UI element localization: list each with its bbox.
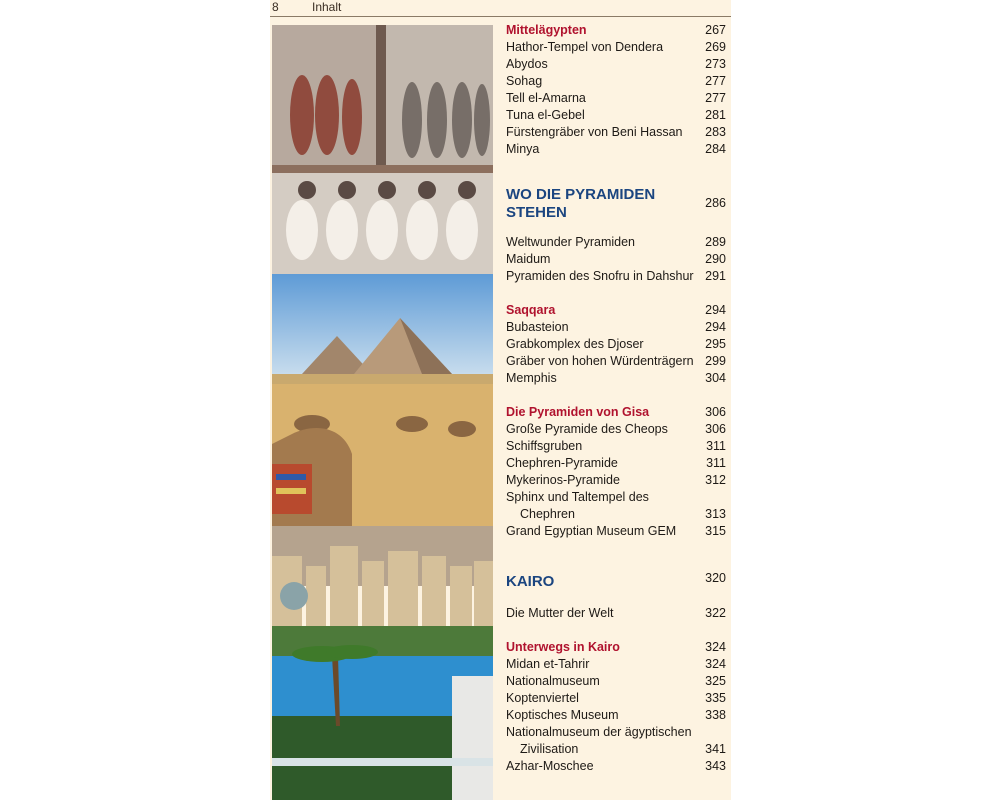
- toc-item[interactable]: [506, 107, 728, 124]
- toc-label: Sphinx und Taltempel des: [506, 490, 649, 504]
- toc-page-number: 294: [705, 320, 726, 334]
- toc-label: Zivilisation: [520, 742, 579, 756]
- toc-section-gisa[interactable]: [506, 404, 728, 421]
- toc-item[interactable]: [506, 455, 728, 472]
- toc-chapter-kairo[interactable]: [506, 571, 728, 591]
- toc-item[interactable]: [506, 758, 728, 775]
- toc-label: Weltwunder Pyramiden: [506, 235, 635, 249]
- toc-item[interactable]: [506, 421, 728, 438]
- toc-item[interactable]: [506, 673, 728, 690]
- toc-page-number: 324: [705, 640, 726, 654]
- toc-item[interactable]: [506, 438, 728, 455]
- toc-item[interactable]: [506, 251, 728, 268]
- page-title: Inhalt: [312, 0, 342, 14]
- toc-section-unterwegs[interactable]: [506, 639, 728, 656]
- toc-label: Tell el-Amarna: [506, 91, 586, 105]
- toc-label: Unterwegs in Kairo: [506, 640, 620, 654]
- cairo-skyline-photo: [272, 526, 493, 800]
- toc-page-number: 313: [705, 507, 726, 521]
- toc-page-number: 325: [705, 674, 726, 688]
- toc-item[interactable]: [506, 141, 728, 158]
- toc-item[interactable]: [506, 489, 728, 506]
- toc-label: Chephren-Pyramide: [506, 456, 618, 470]
- toc-label: Nationalmuseum: [506, 674, 600, 688]
- toc-label: Tuna el-Gebel: [506, 108, 585, 122]
- toc-item[interactable]: [506, 370, 728, 387]
- toc-item[interactable]: [506, 268, 728, 285]
- toc-item-continued[interactable]: [506, 741, 728, 758]
- toc-page-number: 273: [705, 57, 726, 71]
- toc-label: Minya: [506, 142, 540, 156]
- toc-page-number: 277: [705, 74, 726, 88]
- toc-label: Pyramiden des Snofru in Dahshur: [506, 269, 694, 283]
- chapter-title: WO DIE PYRAMIDEN STEHEN: [506, 186, 656, 221]
- toc-label: Midan et-Tahrir: [506, 657, 590, 671]
- chapter-page: 286: [705, 196, 726, 210]
- toc-label: Fürstengräber von Beni Hassan: [506, 125, 683, 139]
- toc-item[interactable]: [506, 353, 728, 370]
- toc-label: Mykerinos-Pyramide: [506, 473, 620, 487]
- toc-page-number: 312: [705, 473, 726, 487]
- toc-label: Abydos: [506, 57, 548, 71]
- toc-page-number: 315: [705, 524, 726, 538]
- toc-page-number: 311: [706, 439, 726, 453]
- toc-item[interactable]: [506, 39, 728, 56]
- toc-item[interactable]: [506, 472, 728, 489]
- toc-page-number: 267: [705, 23, 726, 37]
- toc-label: Sohag: [506, 74, 543, 88]
- toc-item[interactable]: [506, 724, 728, 741]
- toc-page-number: 269: [705, 40, 726, 54]
- pyramids-camels-photo: [272, 274, 493, 526]
- toc-section-saqqara[interactable]: [506, 302, 728, 319]
- toc-item[interactable]: [506, 336, 728, 353]
- toc-label: Gräber von hohen Würdenträgern: [506, 354, 694, 368]
- toc-page-number: 343: [705, 759, 726, 773]
- toc-item[interactable]: [506, 656, 728, 673]
- toc-page-number: 324: [705, 657, 726, 671]
- toc-page-number: 290: [705, 252, 726, 266]
- toc-page-number: 306: [705, 405, 726, 419]
- toc-page-number: 277: [705, 91, 726, 105]
- toc-label: Maidum: [506, 252, 551, 266]
- toc-page-number: 311: [706, 456, 726, 470]
- toc-label: Mittelägypten: [506, 23, 587, 37]
- toc-label: Schiffsgruben: [506, 439, 583, 453]
- toc-page-number: 304: [705, 371, 726, 385]
- toc-label: Grand Egyptian Museum GEM: [506, 524, 677, 538]
- toc-page-number: 338: [705, 708, 726, 722]
- toc-page-number: 283: [705, 125, 726, 139]
- chapter-page: 320: [705, 571, 726, 585]
- table-of-contents: [506, 22, 728, 775]
- toc-page-number: 306: [705, 422, 726, 436]
- toc-item[interactable]: [506, 523, 728, 540]
- toc-item[interactable]: [506, 73, 728, 90]
- toc-item[interactable]: [506, 90, 728, 107]
- toc-label: Koptenviertel: [506, 691, 579, 705]
- toc-page-number: 341: [705, 742, 726, 756]
- toc-page-number: 294: [705, 303, 726, 317]
- toc-page-number: 284: [705, 142, 726, 156]
- toc-label: Die Mutter der Welt: [506, 606, 614, 620]
- toc-item[interactable]: [506, 124, 728, 141]
- toc-item[interactable]: [506, 319, 728, 336]
- toc-label: Grabkomplex des Djoser: [506, 337, 644, 351]
- toc-label: Memphis: [506, 371, 557, 385]
- toc-page-number: 335: [705, 691, 726, 705]
- document-page: [270, 0, 731, 800]
- toc-item[interactable]: [506, 605, 728, 622]
- toc-page-number: 281: [705, 108, 726, 122]
- toc-label: Chephren: [520, 507, 575, 521]
- toc-item[interactable]: [506, 234, 728, 251]
- toc-page-number: 299: [705, 354, 726, 368]
- toc-item[interactable]: [506, 690, 728, 707]
- toc-label: Koptisches Museum: [506, 708, 619, 722]
- toc-page-number: 295: [705, 337, 726, 351]
- toc-label: Saqqara: [506, 303, 556, 317]
- toc-label: Die Pyramiden von Gisa: [506, 405, 650, 419]
- page-header: [270, 0, 731, 17]
- chapter-title: KAIRO: [506, 573, 555, 590]
- toc-item-continued[interactable]: [506, 506, 728, 523]
- relief-photo: [272, 25, 493, 274]
- toc-section-mittelaegypten[interactable]: [506, 22, 728, 39]
- toc-item[interactable]: [506, 56, 728, 73]
- toc-label: Nationalmuseum der ägyptischen: [506, 725, 692, 739]
- toc-chapter-pyramiden[interactable]: [506, 186, 728, 222]
- toc-item[interactable]: [506, 707, 728, 724]
- toc-label: Hathor-Tempel von Dendera: [506, 40, 664, 54]
- toc-label: Azhar-Moschee: [506, 759, 594, 773]
- toc-label: Bubasteion: [506, 320, 569, 334]
- page-number: 8: [272, 0, 279, 14]
- toc-page-number: 289: [705, 235, 726, 249]
- toc-page-number: 291: [705, 269, 726, 283]
- toc-page-number: 322: [705, 606, 726, 620]
- toc-label: Große Pyramide des Cheops: [506, 422, 668, 436]
